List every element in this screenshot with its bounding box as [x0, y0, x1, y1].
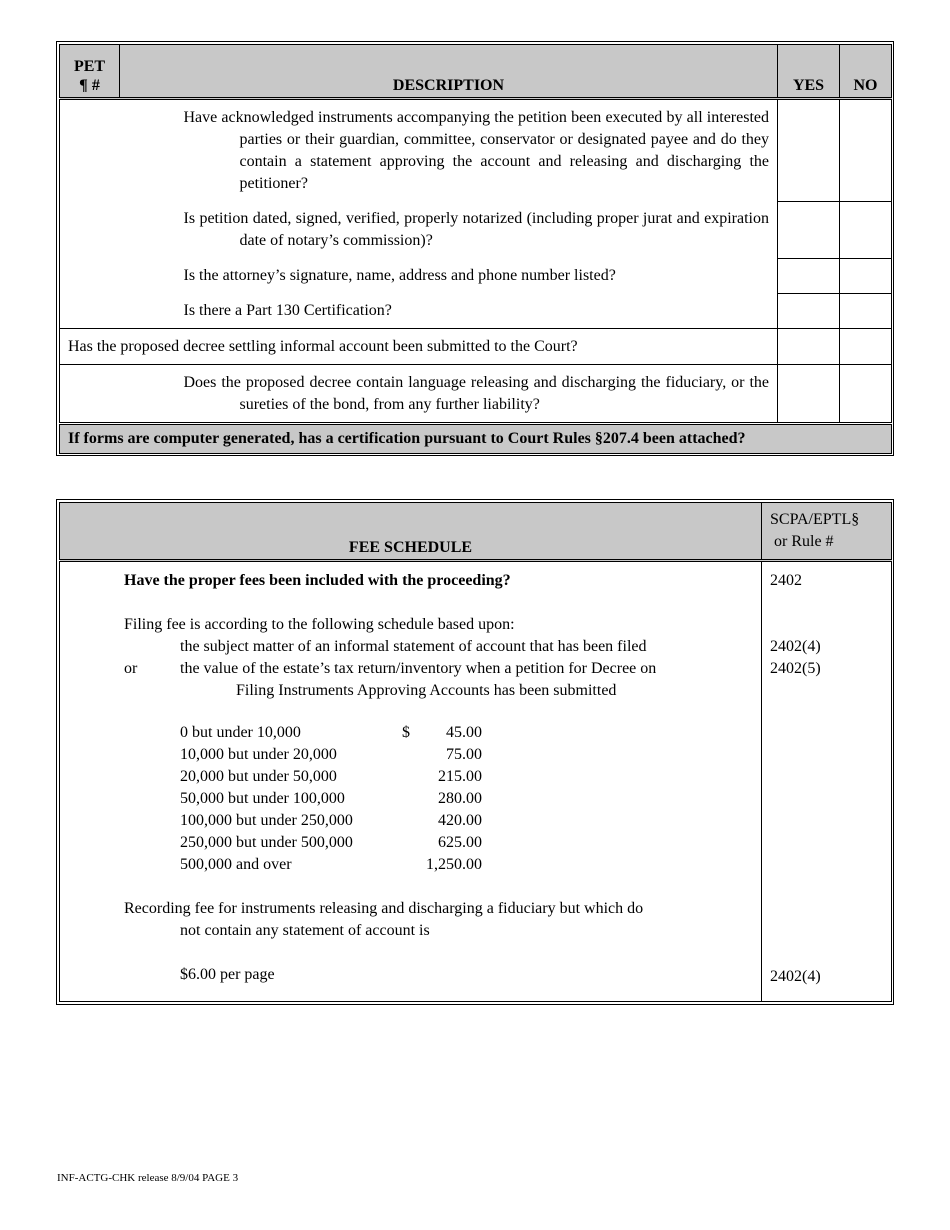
question-cell: [120, 365, 778, 424]
pet-number-cell[interactable]: [60, 99, 120, 202]
pet-number-cell[interactable]: [60, 258, 120, 293]
schedule-row: [124, 722, 753, 744]
filing-basis-2: the value of the estate’s tax return/inventory when a petition for Decree on: [180, 660, 657, 677]
filing-basis-2-row: [124, 658, 753, 680]
yes-checkbox-cell[interactable]: [778, 99, 840, 202]
rule-header-line2: or Rule #: [774, 533, 834, 550]
no-checkbox-cell[interactable]: [840, 329, 892, 365]
question-text: Is petition dated, signed, verified, properly notarized (including proper jurat and expiration date of notary’s commission)?: [183, 210, 769, 249]
description-column-header: DESCRIPTION: [120, 45, 778, 99]
question-cell: [120, 99, 778, 202]
filing-basis-2-continued: Filing Instruments Approving Accounts has been submitted: [236, 682, 617, 699]
fee-amount: 420.00: [438, 812, 482, 829]
per-page-fee: $6.00 per page: [180, 966, 275, 983]
checklist-row: [60, 365, 892, 424]
schedule-row: [124, 854, 753, 876]
fee-body-row: [60, 561, 892, 1002]
question-cell: [120, 258, 778, 293]
no-checkbox-cell[interactable]: [840, 258, 892, 293]
value-range: 50,000 but under 100,000: [180, 790, 345, 807]
no-checkbox-cell[interactable]: [840, 99, 892, 202]
yes-checkbox-cell[interactable]: [778, 329, 840, 365]
yes-column-header: YES: [778, 45, 840, 99]
fee-schedule-list: [124, 722, 753, 876]
question-cell: [120, 201, 778, 258]
page-footer: INF-ACTG-CHK release 8/9/04 PAGE 3: [57, 1172, 239, 1184]
pet-column-header: [60, 45, 120, 99]
no-checkbox-cell[interactable]: [840, 201, 892, 258]
rule-reference: 2402: [770, 572, 802, 589]
fee-schedule-frame: [56, 499, 894, 1005]
question-text: Does the proposed decree contain language releasing and discharging the fiduciary, or the sureties of the bond, from any further liability?: [183, 374, 769, 413]
checklist-row: [60, 293, 892, 329]
fee-body-text: [60, 561, 762, 1002]
certification-row: [60, 424, 892, 454]
checklist-row: [60, 329, 892, 365]
no-column-header: NO: [840, 45, 892, 99]
schedule-row: [124, 766, 753, 788]
question-text: Have acknowledged instruments accompanying the petition been executed by all interested parties or their guardian, committee, conservator or designated payee and do they contain a statement approving the account and releasing and discharging the petitioner?: [183, 109, 769, 192]
recording-fee-text: Recording fee for instruments releasing and discharging a fiduciary but which do: [124, 900, 644, 917]
pet-header-line1: PET: [73, 58, 106, 75]
yes-checkbox-cell[interactable]: [778, 293, 840, 329]
or-label: or: [124, 660, 138, 677]
checklist-table: [59, 44, 892, 454]
fee-amount: 215.00: [438, 768, 482, 785]
currency-symbol: $: [402, 724, 410, 741]
yes-checkbox-cell[interactable]: [778, 258, 840, 293]
schedule-row: [124, 810, 753, 832]
rule-reference: 2402(5): [770, 660, 821, 677]
fee-amount: 625.00: [438, 834, 482, 851]
schedule-row: [124, 832, 753, 854]
question-cell: [120, 293, 778, 329]
certification-question: If forms are computer generated, has a certification pursuant to Court Rules §207.4 been attached?: [60, 424, 892, 454]
rule-header-line1: SCPA/EPTL§: [770, 511, 860, 528]
schedule-row: [124, 788, 753, 810]
checklist-row: [60, 99, 892, 202]
value-range: 0 but under 10,000: [180, 724, 301, 741]
filing-basis-1: the subject matter of an informal statement of account that has been filed: [180, 638, 647, 655]
no-checkbox-cell[interactable]: [840, 293, 892, 329]
fee-schedule-title: FEE SCHEDULE: [60, 503, 762, 561]
value-range: 250,000 but under 500,000: [180, 834, 353, 851]
fees-question: Have the proper fees been included with the proceeding?: [124, 572, 511, 589]
pet-number-cell[interactable]: [60, 201, 120, 258]
question-cell: [60, 329, 778, 365]
checklist-row: [60, 258, 892, 293]
fee-amount: 280.00: [438, 790, 482, 807]
rule-reference: 2402(4): [770, 968, 821, 985]
value-range: 10,000 but under 20,000: [180, 746, 337, 763]
value-range: 100,000 but under 250,000: [180, 812, 353, 829]
yes-checkbox-cell[interactable]: [778, 365, 840, 424]
question-text: Is there a Part 130 Certification?: [183, 302, 392, 319]
filing-intro: Filing fee is according to the following schedule based upon:: [124, 616, 515, 633]
fee-amount: 45.00: [446, 724, 482, 741]
rule-reference-column: [762, 561, 892, 1002]
checklist-frame: [56, 41, 894, 456]
fee-amount: 1,250.00: [426, 856, 482, 873]
pet-number-cell[interactable]: [60, 365, 120, 424]
schedule-row: [124, 744, 753, 766]
question-text: Is the attorney’s signature, name, address and phone number listed?: [183, 267, 616, 284]
no-checkbox-cell[interactable]: [840, 365, 892, 424]
checklist-row: [60, 201, 892, 258]
fee-header-row: [60, 503, 892, 561]
fee-schedule-table: [59, 502, 892, 1002]
rule-column-header: [762, 503, 892, 561]
question-text: Has the proposed decree settling informal account been submitted to the Court?: [68, 338, 578, 355]
yes-checkbox-cell[interactable]: [778, 201, 840, 258]
fee-amount: 75.00: [446, 746, 482, 763]
value-range: 500,000 and over: [180, 856, 292, 873]
value-range: 20,000 but under 50,000: [180, 768, 337, 785]
recording-fee-text-continued: not contain any statement of account is: [180, 922, 430, 939]
pet-header-line2: ¶ #: [79, 77, 100, 94]
pet-number-cell[interactable]: [60, 293, 120, 329]
checklist-header-row: [60, 45, 892, 99]
rule-reference: 2402(4): [770, 638, 821, 655]
